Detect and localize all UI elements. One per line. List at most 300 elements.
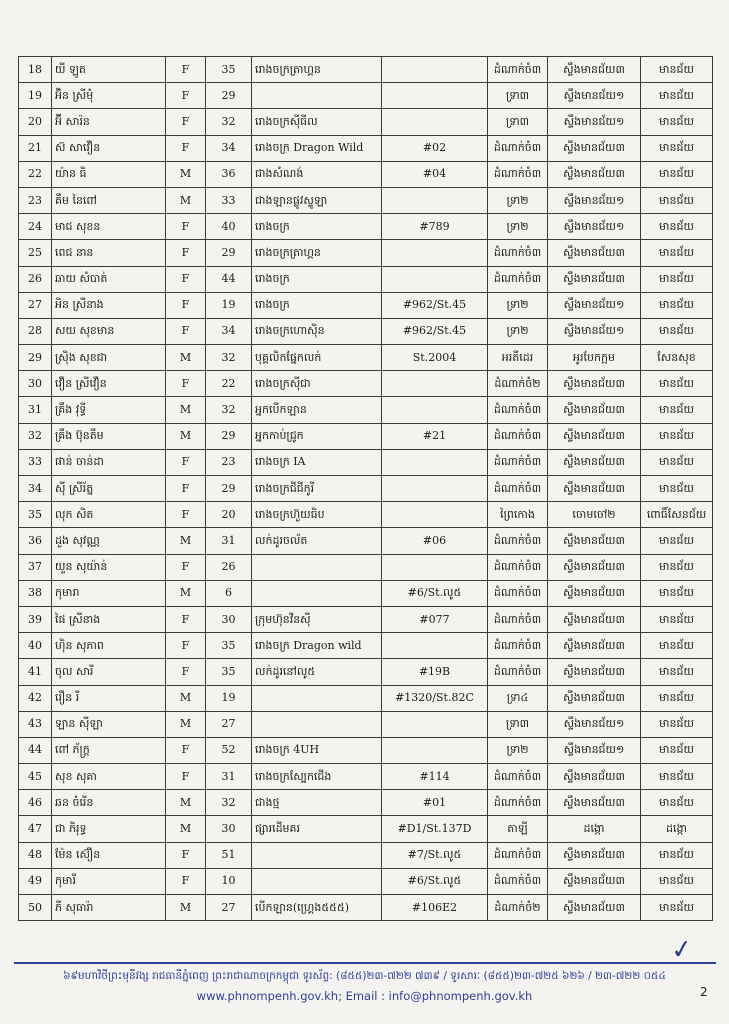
village-cell: ដំណាក់ចំ៣ [488,266,548,292]
district-cell: មានជ័យ [641,476,713,502]
workplace-cell: ក្រុមហ៊ុនវីនស៊ី [252,606,382,632]
district-cell: មានជ័យ [641,161,713,187]
sex-cell: F [166,842,206,868]
row-number-cell: 36 [19,528,52,554]
house-number-cell [382,449,488,475]
age-cell: 26 [206,554,252,580]
workplace-cell [252,685,382,711]
house-number-cell: #02 [382,135,488,161]
village-cell: ដំណាក់ចំ៣ [488,528,548,554]
house-number-cell [382,240,488,266]
age-cell: 10 [206,868,252,894]
district-cell: មានជ័យ [641,711,713,737]
house-number-cell [382,83,488,109]
table-row [19,502,713,528]
age-cell: 31 [206,528,252,554]
age-cell: 33 [206,187,252,213]
district-cell: មានជ័យ [641,109,713,135]
commune-cell: ស្ទឹងមានជ័យ៣ [548,397,641,423]
page-number: 2 [700,985,708,999]
age-cell: 27 [206,711,252,737]
house-number-cell: #114 [382,764,488,790]
workplace-cell: បើកឡាន(ហ្គ្រេង៥៥៥) [252,895,382,921]
person-name-cell: សុខ សុគា [52,764,166,790]
row-number-cell: 19 [19,83,52,109]
age-cell: 6 [206,580,252,606]
village-cell: ដំណាក់ចំ៣ [488,659,548,685]
district-cell: ពោធិ៍សែនជ័យ [641,502,713,528]
table-row [19,554,713,580]
table-row [19,423,713,449]
workplace-cell [252,711,382,737]
house-number-cell: #19B [382,659,488,685]
sex-cell: F [166,554,206,580]
sex-cell: F [166,109,206,135]
commune-cell: ស្ទឹងមានជ័យ៣ [548,606,641,632]
row-number-cell: 42 [19,685,52,711]
footer-rule [14,962,716,964]
workplace-cell: រោងចក្រ [252,214,382,240]
commune-cell: ស្ទឹងមានជ័យ៣ [548,135,641,161]
district-cell: មានជ័យ [641,528,713,554]
district-cell: មានជ័យ [641,135,713,161]
workplace-cell: រោងចក្រ Dragon wild [252,633,382,659]
commune-cell: ស្ទឹងមានជ័យ៣ [548,895,641,921]
workplace-cell [252,842,382,868]
workplace-cell: ផ្សារដើមគរ [252,816,382,842]
workplace-cell [252,554,382,580]
table-row [19,397,713,423]
commune-cell: ស្ទឹងមានជ័យ៣ [548,842,641,868]
person-name-cell: ជា ភិរុទ្ធ [52,816,166,842]
table-row [19,57,713,83]
workplace-cell: រោងចក្រហ៊ួយធិប [252,502,382,528]
row-number-cell: 34 [19,476,52,502]
sex-cell: F [166,764,206,790]
age-cell: 40 [206,214,252,240]
sex-cell: F [166,449,206,475]
row-number-cell: 39 [19,606,52,632]
commune-cell: ស្ទឹងមានជ័យ១ [548,214,641,240]
workplace-cell: ជាងឡានផ្លូវស្ទូឡា [252,187,382,213]
workplace-cell: រោងចក្រត្រាហ្គន [252,240,382,266]
person-name-cell: អ៊ិន ស្រីមុំ [52,83,166,109]
house-number-cell: #962/St.45 [382,318,488,344]
district-cell: មានជ័យ [641,764,713,790]
table-row [19,135,713,161]
person-name-cell: ឡាន ស៊ីឡា [52,711,166,737]
sex-cell: F [166,240,206,266]
row-number-cell: 31 [19,397,52,423]
table-row [19,816,713,842]
commune-cell: ស្ទឹងមានជ័យ១ [548,711,641,737]
sex-cell: F [166,266,206,292]
footer-web: www.phnompenh.gov.kh; Email : info@phnompenh.gov.kh [196,989,533,1003]
village-cell: ដំណាក់ចំ៣ [488,580,548,606]
district-cell: មានជ័យ [641,580,713,606]
commune-cell: ដង្កោ [548,816,641,842]
house-number-cell [382,711,488,737]
house-number-cell [382,187,488,213]
village-cell: ដំណាក់ចំ៣ [488,633,548,659]
commune-cell: ចោមចៅ២ [548,502,641,528]
row-number-cell: 35 [19,502,52,528]
commune-cell: ស្ទឹងមានជ័យ៣ [548,659,641,685]
age-cell: 31 [206,764,252,790]
age-cell: 30 [206,816,252,842]
house-number-cell: #789 [382,214,488,240]
workplace-cell: រោងចក្រស្បែកជើង [252,764,382,790]
person-name-cell: មាជ សុខន [52,214,166,240]
district-cell: មានជ័យ [641,737,713,763]
table-row [19,868,713,894]
row-number-cell: 50 [19,895,52,921]
commune-cell: ស្ទឹងមានជ័យ១ [548,109,641,135]
house-number-cell: #D1/St.137D [382,816,488,842]
district-cell: មានជ័យ [641,659,713,685]
district-cell: មានជ័យ [641,842,713,868]
table-body [19,57,713,921]
table-row [19,737,713,763]
commune-cell: ស្ទឹងមានជ័យ៣ [548,371,641,397]
village-cell: ដំណាក់ចំ៣ [488,161,548,187]
person-name-cell: សយ សុខមាន [52,318,166,344]
commune-cell: ស្ទឹងមានជ័យ៣ [548,764,641,790]
person-name-cell: រឿន រី [52,685,166,711]
table-row [19,842,713,868]
person-name-cell: ដួង សុវណ្ណ [52,528,166,554]
row-number-cell: 37 [19,554,52,580]
person-name-cell: ស៊ សាវឿន [52,135,166,161]
village-cell: ដំណាក់ចំ២ [488,371,548,397]
table-row [19,790,713,816]
sex-cell: F [166,659,206,685]
person-name-cell: គឹម នៃពៅ [52,187,166,213]
table-row [19,711,713,737]
workplace-cell: រោងចក្រជីជីកូរី [252,476,382,502]
district-cell: មានជ័យ [641,240,713,266]
person-name-cell: គ្រឹង វុទ្ធី [52,397,166,423]
workplace-cell: រោងចក្រត្រាហ្គន [252,57,382,83]
age-cell: 19 [206,292,252,318]
village-cell: ដំណាក់ចំ៣ [488,397,548,423]
sex-cell: F [166,476,206,502]
commune-cell: ស្ទឹងមានជ័យ៣ [548,476,641,502]
workplace-cell: ជាងសំណង់ [252,161,382,187]
workplace-cell: រោងចក្រ Dragon Wild [252,135,382,161]
age-cell: 32 [206,109,252,135]
person-name-cell: កុមារី [52,868,166,894]
age-cell: 34 [206,135,252,161]
district-cell: មានជ័យ [641,868,713,894]
village-cell: ទ្រា២ [488,292,548,318]
sex-cell: F [166,737,206,763]
row-number-cell: 28 [19,318,52,344]
sex-cell: F [166,633,206,659]
commune-cell: ស្ទឹងមានជ័យ៣ [548,449,641,475]
workplace-cell: អ្នកកាប់ជ្រូក [252,423,382,449]
commune-cell: ស្ទឹងមានជ័យ៣ [548,423,641,449]
house-number-cell: #962/St.45 [382,292,488,318]
district-cell: មានជ័យ [641,633,713,659]
house-number-cell: #106E2 [382,895,488,921]
sex-cell: F [166,135,206,161]
district-cell: មានជ័យ [641,266,713,292]
person-name-cell: គ្រឹង ប៊ុនតឹម [52,423,166,449]
village-cell: ដំណាក់ចំ៣ [488,842,548,868]
commune-cell: ស្ទឹងមានជ័យ៣ [548,161,641,187]
district-cell: មានជ័យ [641,423,713,449]
house-number-cell: #7/St.លូ៥ [382,842,488,868]
age-cell: 27 [206,895,252,921]
row-number-cell: 49 [19,868,52,894]
village-cell: ទ្រា២ [488,214,548,240]
district-cell: មានជ័យ [641,318,713,344]
row-number-cell: 20 [19,109,52,135]
person-name-cell: លុក សិត [52,502,166,528]
person-name-cell: ឆាយ សំបាត់ [52,266,166,292]
sex-cell: F [166,502,206,528]
commune-cell: ស្ទឹងមានជ័យ៣ [548,580,641,606]
house-number-cell: #077 [382,606,488,632]
village-cell: ដំណាក់ចំ២ [488,895,548,921]
sex-cell: F [166,318,206,344]
village-cell: ដំណាក់ចំ៣ [488,423,548,449]
sex-cell: M [166,397,206,423]
workplace-cell: អ្នកបើកឡាន [252,397,382,423]
age-cell: 30 [206,606,252,632]
handwritten-mark: ✓ [669,933,695,967]
house-number-cell [382,371,488,397]
age-cell: 20 [206,502,252,528]
sex-cell: M [166,790,206,816]
district-cell: មានជ័យ [641,449,713,475]
village-cell: ដំណាក់ចំ៣ [488,554,548,580]
district-cell: មានជ័យ [641,187,713,213]
sex-cell: M [166,711,206,737]
age-cell: 51 [206,842,252,868]
person-name-cell: ហ៊ិន សុភាព [52,633,166,659]
row-number-cell: 45 [19,764,52,790]
village-cell: ទ្រា២ [488,737,548,763]
sex-cell: F [166,214,206,240]
table-row [19,659,713,685]
district-cell: មានជ័យ [641,214,713,240]
village-cell: ដំណាក់ចំ៣ [488,476,548,502]
house-number-cell [382,554,488,580]
sex-cell: F [166,371,206,397]
table-row [19,83,713,109]
sex-cell: M [166,895,206,921]
person-name-cell: អ៊ី សារ៉ន [52,109,166,135]
age-cell: 32 [206,345,252,371]
commune-cell: ស្ទឹងមានជ័យ៣ [548,554,641,580]
house-number-cell: #6/St.លូ៥ [382,580,488,606]
row-number-cell: 44 [19,737,52,763]
person-name-cell: យួន សុយ៉ាន់ [52,554,166,580]
age-cell: 23 [206,449,252,475]
house-number-cell: #6/St.លូ៥ [382,868,488,894]
district-cell: មានជ័យ [641,790,713,816]
house-number-cell: #1320/St.82C [382,685,488,711]
commune-cell: ស្ទឹងមានជ័យ១ [548,83,641,109]
commune-cell: ស្ទឹងមានជ័យ៣ [548,685,641,711]
person-name-cell: វឿន ស្រីវឿន [52,371,166,397]
district-cell: មានជ័យ [641,895,713,921]
house-number-cell: #04 [382,161,488,187]
workplace-cell [252,868,382,894]
footer-address: ៦៩មហាវិថីព្រះមុនីវង្ស រាជធានីភ្នំពេញ ព្រះរាជាណាចក្រកម្ពុជា ទូរស័ព្ទ: (៨៥៥)២៣-៧២២ ៧៣៩ / ទូរសារៈ (៨៥៥)២៣-៧២៥ ៦២៦ / ២៣-៧២២ ០៥៤ [63,970,666,982]
village-cell: ទ្រា៤ [488,685,548,711]
district-cell: មានជ័យ [641,554,713,580]
row-number-cell: 18 [19,57,52,83]
age-cell: 52 [206,737,252,763]
table-row [19,633,713,659]
sex-cell: M [166,580,206,606]
district-cell: មានជ័យ [641,292,713,318]
row-number-cell: 47 [19,816,52,842]
district-cell: ដង្កោ [641,816,713,842]
village-cell: ព្រៃកោង [488,502,548,528]
commune-cell: ស្ទឹងមានជ័យ៣ [548,868,641,894]
person-name-cell: ភី សុធារ៉ា [52,895,166,921]
sex-cell: M [166,816,206,842]
sex-cell: F [166,292,206,318]
table-row [19,345,713,371]
age-cell: 29 [206,423,252,449]
district-cell: មានជ័យ [641,685,713,711]
workplace-cell [252,580,382,606]
district-cell: មានជ័យ [641,57,713,83]
house-number-cell: #21 [382,423,488,449]
house-number-cell [382,633,488,659]
age-cell: 32 [206,790,252,816]
table-row [19,606,713,632]
workplace-cell: រោងចក្រស៊ីធីល [252,109,382,135]
row-number-cell: 40 [19,633,52,659]
district-cell: មានជ័យ [641,397,713,423]
sex-cell: M [166,423,206,449]
workplace-cell: ជាងថ្ម [252,790,382,816]
district-cell: មានជ័យ [641,606,713,632]
workplace-cell [252,83,382,109]
table-row [19,528,713,554]
workplace-cell: រោងចក្រ [252,266,382,292]
sex-cell: F [166,83,206,109]
age-cell: 29 [206,83,252,109]
workplace-cell: បុគ្គលិកផ្នែកលក់ [252,345,382,371]
village-cell: ទ្រា៣ [488,83,548,109]
person-name-cell: ចុល សារី [52,659,166,685]
age-cell: 35 [206,659,252,685]
person-name-cell: ពេជ នាន [52,240,166,266]
village-cell: ទ្រា៣ [488,109,548,135]
village-cell: ដំណាក់ចំ៣ [488,449,548,475]
age-cell: 36 [206,161,252,187]
commune-cell: ស្ទឹងមានជ័យ១ [548,292,641,318]
sex-cell: M [166,345,206,371]
commune-cell: ស្ទឹងមានជ័យ៣ [548,790,641,816]
house-number-cell: #01 [382,790,488,816]
table-row [19,580,713,606]
row-number-cell: 38 [19,580,52,606]
village-cell: ដំណាក់ចំ៣ [488,135,548,161]
district-cell: សែនសុខ [641,345,713,371]
house-number-cell [382,502,488,528]
table-row [19,214,713,240]
person-name-cell: យ៉ាន ធិ [52,161,166,187]
commune-cell: ស្ទឹងមានជ័យ៣ [548,528,641,554]
house-number-cell [382,109,488,135]
house-number-cell [382,737,488,763]
sex-cell: M [166,187,206,213]
village-cell: អរតីដេរ [488,345,548,371]
commune-cell: ស្ទឹងមានជ័យ១ [548,737,641,763]
row-number-cell: 21 [19,135,52,161]
person-name-cell: ផៃ ស្រីនាង [52,606,166,632]
age-cell: 35 [206,57,252,83]
commune-cell: ស្ទឹងមានជ័យ១ [548,187,641,213]
table-row [19,318,713,344]
age-cell: 35 [206,633,252,659]
row-number-cell: 25 [19,240,52,266]
sex-cell: M [166,685,206,711]
row-number-cell: 23 [19,187,52,213]
house-number-cell: St.2004 [382,345,488,371]
table-row [19,266,713,292]
house-number-cell [382,397,488,423]
person-name-cell: ស៊ី ស្រីរ័ត្ន [52,476,166,502]
house-number-cell [382,266,488,292]
person-name-cell: កុមារា [52,580,166,606]
commune-cell: ស្ទឹងមានជ័យ៣ [548,57,641,83]
district-cell: មានជ័យ [641,83,713,109]
table-row [19,371,713,397]
patient-table [18,56,713,921]
village-cell: ដំណាក់ចំ៣ [488,764,548,790]
table-row [19,685,713,711]
age-cell: 22 [206,371,252,397]
workplace-cell: រោងចក្រស៊ីជា [252,371,382,397]
village-cell: ទ្រា២ [488,318,548,344]
village-cell: ទ្រា២ [488,187,548,213]
table-row [19,240,713,266]
table-row [19,476,713,502]
table-row [19,764,713,790]
row-number-cell: 32 [19,423,52,449]
age-cell: 44 [206,266,252,292]
row-number-cell: 48 [19,842,52,868]
village-cell: ដំណាក់ចំ៣ [488,240,548,266]
row-number-cell: 29 [19,345,52,371]
person-name-cell: ផាន់ ចាន់ដា [52,449,166,475]
person-name-cell: ស្រ៊ិង សុខជា [52,345,166,371]
village-cell: ទ្រា៣ [488,711,548,737]
village-cell: តាឡី [488,816,548,842]
sex-cell: F [166,868,206,894]
table-row [19,292,713,318]
house-number-cell [382,57,488,83]
workplace-cell: រោងចក្រ 4UH [252,737,382,763]
person-name-cell: ម៉ែន ស៊ឿន [52,842,166,868]
sex-cell: F [166,606,206,632]
age-cell: 19 [206,685,252,711]
table-row [19,161,713,187]
commune-cell: ស្ទឹងមានជ័យ១ [548,318,641,344]
table-row [19,187,713,213]
row-number-cell: 33 [19,449,52,475]
age-cell: 29 [206,240,252,266]
